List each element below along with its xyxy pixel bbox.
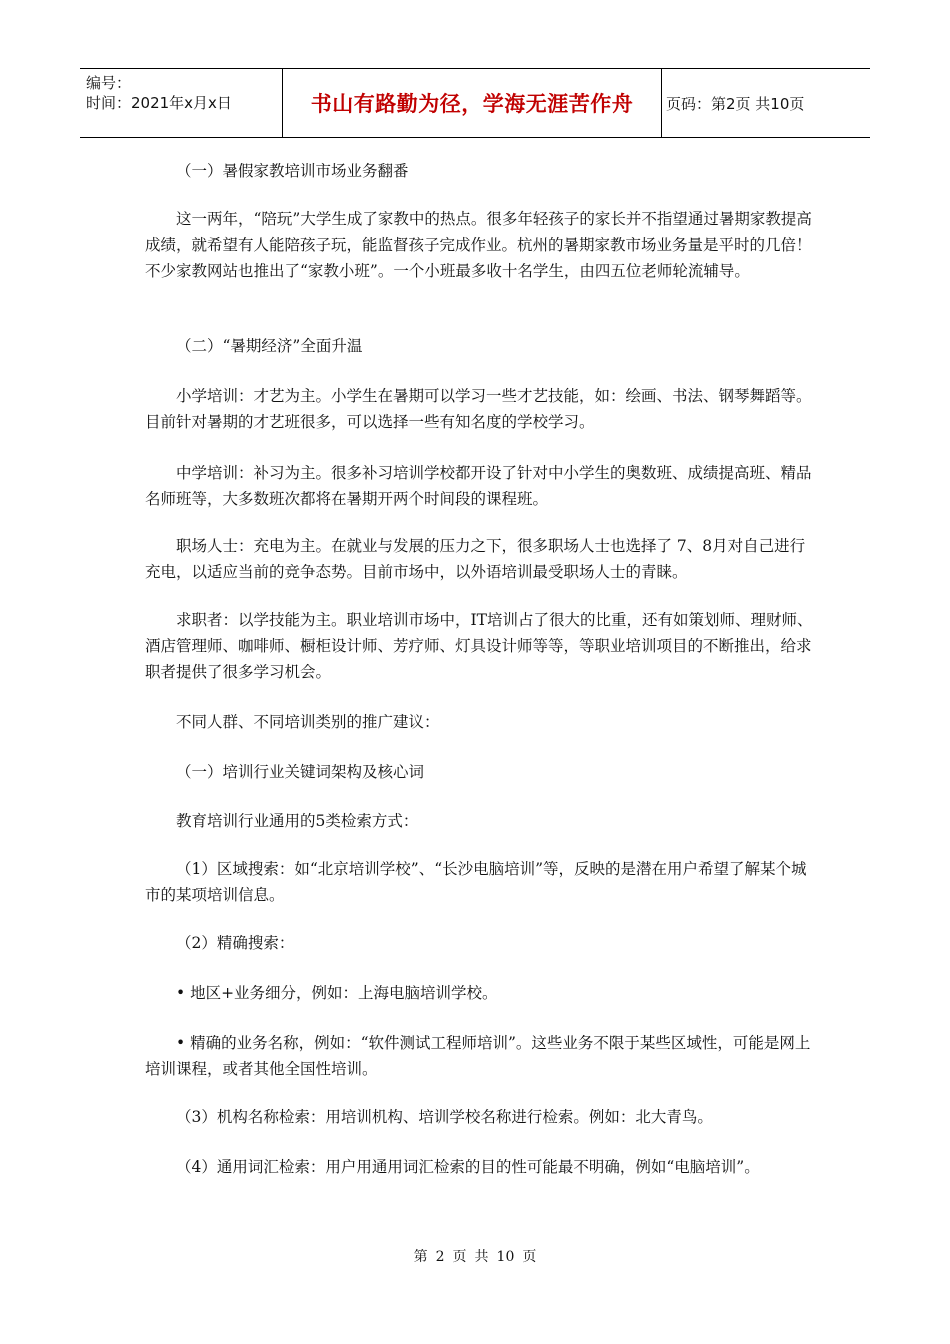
paragraph-exact-search: （2）精确搜索：: [176, 934, 295, 952]
bullet-region-business: • 地区+业务细分，例如：上海电脑培训学校。: [176, 984, 498, 1002]
doc-number-label: 编号：: [86, 74, 132, 92]
section-heading-1: （一）暑假家教培训市场业务翻番: [176, 162, 409, 180]
paragraph-search-types: 教育培训行业通用的5类检索方式：: [176, 812, 419, 830]
header-motto: 书山有路勤为径，学海无涯苦作舟: [283, 69, 662, 137]
paragraph-tutoring-market: 这一两年，“陪玩”大学生成了家教中的热点。很多年轻孩子的家长并不指望通过暑期家教提高成绩，就希望有人能陪孩子玩，能监督孩子完成作业。杭州的暑期家教市场业务量是平时的几倍！不少家教网站也推出了“家教小班”。一个小班最多收十名学生，由四五位老师轮流辅导。: [145, 210, 812, 280]
footer-current-page: 2: [435, 1249, 445, 1265]
paragraph-regional-search: （1）区域搜索：如“北京培训学校”、“长沙电脑培训”等，反映的是潜在用户希望了解某个城市的某项培训信息。: [145, 860, 807, 904]
footer-ye: 页: [452, 1249, 467, 1265]
paragraph-primary-training: 小学培训：才艺为主。小学生在暑期可以学习一些才艺技能，如：绘画、书法、钢琴舞蹈等。目前针对暑期的才艺班很多，可以选择一些有知名度的学校学习。: [145, 387, 812, 431]
paragraph-promotion-advice: 不同人群、不同培训类别的推广建议：: [176, 713, 440, 731]
footer-ye2: 页: [522, 1249, 537, 1265]
header-page-info: 页码：第2页 共10页: [666, 94, 805, 113]
footer-gong: 共: [474, 1249, 489, 1265]
bullet-exact-business-name: • 精确的业务名称，例如：“软件测试工程师培训”。这些业务不限于某些区域性，可能是网上培训课程，或者其他全国性培训。: [145, 1034, 811, 1078]
footer-di: 第: [413, 1249, 428, 1265]
paragraph-institution-search: （3）机构名称检索：用培训机构、培训学校名称进行检索。例如：北大青鸟。: [176, 1108, 713, 1126]
section-heading-3: （一）培训行业关键词架构及核心词: [176, 763, 425, 781]
paragraph-generic-search: （4）通用词汇检索：用户用通用词汇检索的目的性可能最不明确，例如“电脑培训”。: [176, 1158, 760, 1176]
footer-total-pages: 10: [496, 1249, 515, 1265]
header-meta-cell: [80, 69, 283, 137]
paragraph-job-seekers: 求职者：以学技能为主。职业培训市场中，IT培训占了很大的比重，还有如策划师、理财师、酒店管理师、咖啡师、橱柜设计师、芳疗师、灯具设计师等等，等职业培训项目的不断推出，给求职者提供了很多学习机会。: [145, 611, 813, 681]
doc-time-label: 时间：2021年x月x日: [86, 94, 232, 112]
section-heading-2: （二）“暑期经济”全面升温: [176, 337, 363, 355]
paragraph-professionals: 职场人士：充电为主。在就业与发展的压力之下，很多职场人士也选择了 7、8月对自己进行充电，以适应当前的竞争态势。目前市场中，以外语培训最受职场人士的青睐。: [145, 537, 806, 581]
paragraph-middle-school-training: 中学培训：补习为主。很多补习培训学校都开设了针对中小学生的奥数班、成绩提高班、精品名师班等，大多数班次都将在暑期开两个时间段的课程班。: [145, 464, 812, 508]
page-header-table: [80, 68, 870, 138]
page-footer: [0, 1246, 950, 1266]
